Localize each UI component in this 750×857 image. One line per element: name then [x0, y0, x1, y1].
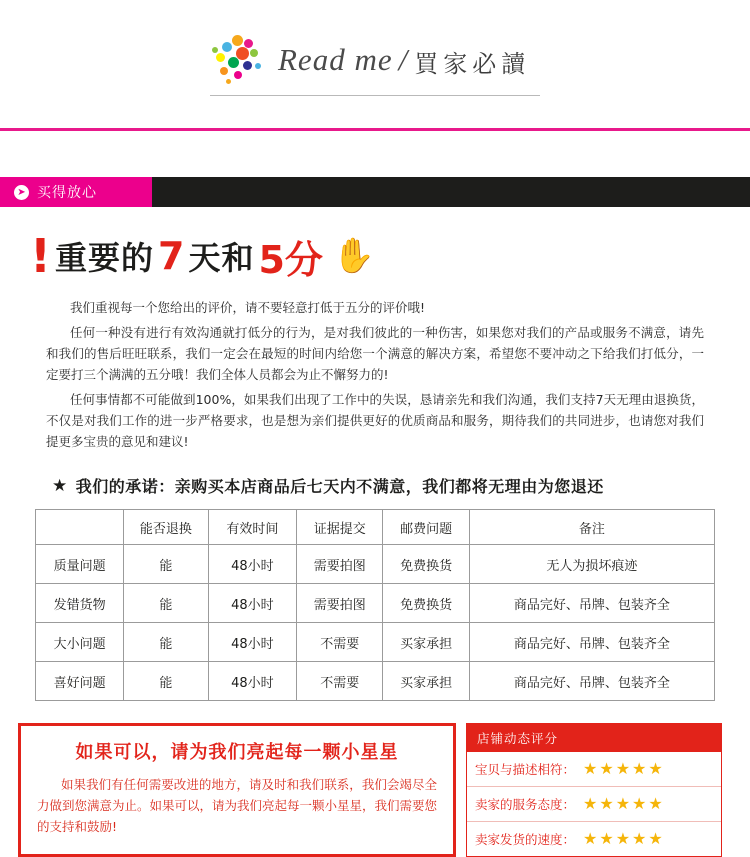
headline-number: 7: [158, 234, 185, 278]
table-header-cell-1: 能否退换: [124, 510, 209, 545]
logo-slash: /: [398, 41, 409, 77]
cell-r0c5: 无人为损坏痕迹: [469, 545, 714, 584]
rating-label-1: 卖家的服务态度：: [475, 797, 576, 812]
logo-script-text: Read me: [278, 41, 393, 77]
pink-divider: [0, 128, 750, 131]
rating-stars-0: ★★★★★: [583, 761, 665, 778]
cell-r0c1: 能: [124, 545, 209, 584]
rating-row: [467, 822, 721, 856]
cell-r2c0: 大小问题: [36, 623, 124, 662]
circle-arrow-icon: ➤: [14, 185, 29, 200]
star-request-title: 如果可以，请为我们亮起每一颗小星星: [75, 742, 399, 763]
cell-r2c1: 能: [124, 623, 209, 662]
table-header-cell-2: 有效时间: [208, 510, 296, 545]
headline-part1: 重要的: [54, 239, 154, 277]
cell-r1c1: 能: [124, 584, 209, 623]
headline-part2: 天和: [188, 239, 255, 277]
paragraph-3: 任何事情都不可能做到100%，如果我们出现了工作中的失误，恳请亲先和我们沟通，我们支持7天无理由退换货，不仅是对我们工作的进一步严格要求，也是想为亲们提供更好的优质商品和服务，期待我们的共同进步，也请您对我们提更多宝贵的意见和建议!: [46, 392, 704, 449]
cell-r0c4: 免费换货: [383, 545, 469, 584]
star-request-box: [18, 723, 456, 857]
cell-r1c0: 发错货物: [36, 584, 124, 623]
table-row: [36, 623, 715, 662]
star-icon: ★: [52, 475, 68, 496]
section-bar-tag: [0, 177, 152, 207]
logo-chinese-text: 買家必讀: [414, 50, 531, 78]
logo-area: [0, 0, 750, 128]
cell-r2c5: 商品完好、吊牌、包装齐全: [469, 623, 714, 662]
page-title: [30, 229, 732, 283]
table-header-cell-4: 邮费问题: [383, 510, 469, 545]
section-bar-label: 买得放心: [37, 185, 97, 201]
promise-heading: [52, 474, 732, 497]
paragraph-2: 任何一种没有进行有效沟通就打低分的行为，是对我们彼此的一种伤害，如果您对我们的产品或服务不满意，请先和我们的售后旺旺联系，我们一定会在最短的时间内给您一个满意的解决方案，希望您不要冲动之下给我们打低分，一定要打三个满满的五分哦！我们全体人员都会为止不懈努力的!: [46, 325, 704, 382]
table-header-cell-3: 证据提交: [297, 510, 383, 545]
hand-icon: ✋: [332, 237, 376, 275]
store-rating-title: 店铺动态评分: [467, 724, 721, 752]
paragraph-1: 我们重视每一个您给出的评价，请不要轻意打低于五分的评价哦!: [70, 300, 426, 315]
flower-burst-icon: [210, 33, 272, 91]
store-rating-box: [466, 723, 722, 857]
rating-stars-1: ★★★★★: [583, 796, 665, 813]
bottom-section: [18, 723, 732, 857]
cell-r3c3: 不需要: [297, 662, 383, 701]
cell-r1c4: 免费换货: [383, 584, 469, 623]
cell-r3c4: 买家承担: [383, 662, 469, 701]
table-row: [36, 545, 715, 584]
cell-r0c0: 质量问题: [36, 545, 124, 584]
cell-r1c5: 商品完好、吊牌、包装齐全: [469, 584, 714, 623]
table-header-row: [36, 510, 715, 545]
cell-r3c2: 48小时: [208, 662, 296, 701]
star-request-body: 如果我们有任何需要改进的地方，请及时和我们联系，我们会竭尽全力做到您满意为止。如果可以，请为我们亮起每一颗小星星，我们需要您的支持和鼓励!: [37, 777, 438, 834]
rating-label-0: 宝贝与描述相符：: [475, 762, 576, 777]
promise-text: 我们的承诺：亲购买本店商品后七天内不满意，我们都将无理由为您退还: [75, 477, 604, 496]
headline-score: 5分: [258, 237, 323, 282]
cell-r2c3: 不需要: [297, 623, 383, 662]
cell-r0c3: 需要拍图: [297, 545, 383, 584]
rating-row: [467, 787, 721, 822]
policy-table: [35, 509, 715, 701]
section-bar: [0, 177, 750, 207]
exclamation-icon: !: [30, 229, 51, 283]
table-header-cell-5: 备注: [469, 510, 714, 545]
cell-r1c2: 48小时: [208, 584, 296, 623]
table-row: [36, 584, 715, 623]
rating-stars-2: ★★★★★: [583, 831, 665, 848]
cell-r2c2: 48小时: [208, 623, 296, 662]
logo-underline: [210, 95, 540, 96]
cell-r3c0: 喜好问题: [36, 662, 124, 701]
table-row: [36, 662, 715, 701]
cell-r3c1: 能: [124, 662, 209, 701]
main-content: [0, 229, 750, 701]
cell-r3c5: 商品完好、吊牌、包装齐全: [469, 662, 714, 701]
rating-label-2: 卖家发货的速度：: [475, 832, 576, 847]
cell-r1c3: 需要拍图: [297, 584, 383, 623]
table-header-cell-0: [36, 510, 124, 545]
cell-r2c4: 买家承担: [383, 623, 469, 662]
rating-row: [467, 752, 721, 787]
cell-r0c2: 48小时: [208, 545, 296, 584]
